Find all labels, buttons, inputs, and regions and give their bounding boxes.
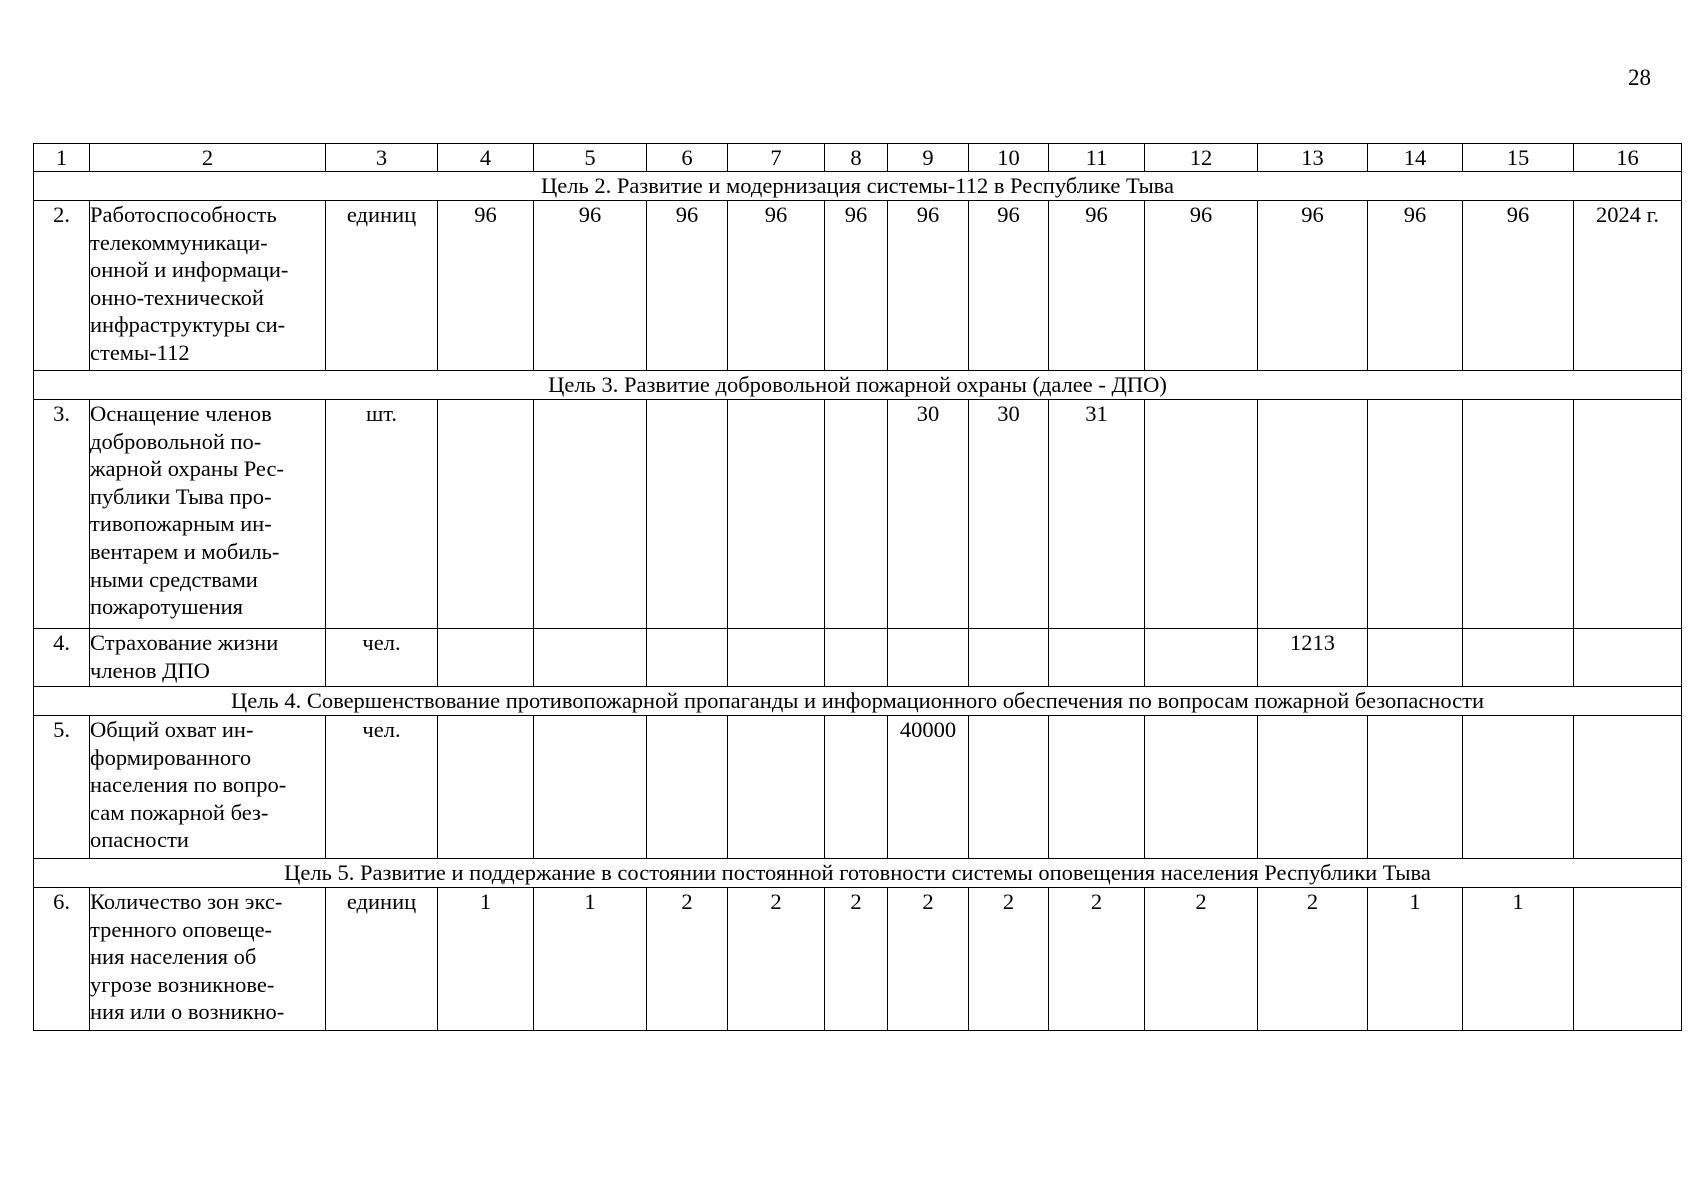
- indicator-name-line: тренного оповеще-: [90, 916, 273, 942]
- value-cell: [825, 629, 888, 687]
- indicator-name-line: Общий охват ин-: [90, 717, 254, 742]
- indicator-name: [90, 629, 326, 687]
- value-cell: 2: [728, 888, 825, 1031]
- unit-of-measure: единиц: [326, 888, 438, 1031]
- value-cell: 1: [1463, 888, 1574, 1031]
- column-number-cell: 8: [825, 144, 888, 172]
- unit-of-measure: чел.: [326, 629, 438, 687]
- indicator-name: [90, 201, 326, 371]
- indicator-name-line: сам пожарной без-: [90, 799, 269, 825]
- indicator-name-line: инфраструктуры си-: [90, 312, 286, 338]
- value-cell: [438, 629, 534, 687]
- goal-row: [34, 371, 1682, 400]
- column-number-cell: 6: [647, 144, 728, 172]
- indicators-table: [33, 143, 1682, 1031]
- value-cell: 2024 г.: [1574, 201, 1682, 371]
- value-cell: 2: [647, 888, 728, 1031]
- value-cell: [1145, 400, 1258, 629]
- indicator-row: [34, 201, 1682, 371]
- indicator-name: [90, 400, 326, 629]
- indicator-name-line: угрозе возникнове-: [90, 971, 275, 997]
- value-cell: [1049, 629, 1145, 687]
- goal-row: [34, 172, 1682, 201]
- value-cell: 96: [1463, 201, 1574, 371]
- indicator-row: [34, 629, 1682, 687]
- indicator-name-line: публики Тыва про-: [90, 483, 272, 509]
- value-cell: 2: [1258, 888, 1368, 1031]
- value-cell: [1463, 716, 1574, 859]
- value-cell: [728, 629, 825, 687]
- value-cell: 1: [1368, 888, 1463, 1031]
- indicator-name-line: онной и информаци-: [90, 257, 289, 283]
- value-cell: [534, 629, 647, 687]
- value-cell: [1258, 400, 1368, 629]
- value-cell: 2: [1049, 888, 1145, 1031]
- value-cell: [825, 716, 888, 859]
- indicator-name-line: телекоммуникаци-: [90, 229, 268, 255]
- row-number: 4.: [34, 629, 90, 687]
- indicator-name-line: вентарем и мобиль-: [90, 538, 280, 564]
- indicator-name-line: ными средствами: [90, 566, 258, 592]
- indicator-name-line: стемы-112: [90, 339, 190, 365]
- indicator-name-line: тивопожарным ин-: [90, 511, 272, 537]
- indicator-name-line: Страхование жизни: [90, 630, 279, 655]
- row-number: 5.: [34, 716, 90, 859]
- value-cell: [438, 716, 534, 859]
- value-cell: [1463, 400, 1574, 629]
- value-cell: [728, 400, 825, 629]
- goal-heading: Цель 2. Развитие и модернизация системы-112 в Республике Тыва: [34, 172, 1682, 201]
- value-cell: 2: [1145, 888, 1258, 1031]
- indicator-name-line: пожаротушения: [90, 594, 243, 620]
- value-cell: 1: [534, 888, 647, 1031]
- value-cell: [1463, 629, 1574, 687]
- value-cell: 96: [825, 201, 888, 371]
- column-number-cell: 4: [438, 144, 534, 172]
- value-cell: 2: [969, 888, 1049, 1031]
- value-cell: [1145, 716, 1258, 859]
- value-cell: [647, 716, 728, 859]
- goal-heading: Цель 3. Развитие добровольной пожарной охраны (далее - ДПО): [34, 371, 1682, 400]
- value-cell: 96: [888, 201, 969, 371]
- value-cell: [969, 629, 1049, 687]
- value-cell: 96: [1368, 201, 1463, 371]
- column-number-cell: 3: [326, 144, 438, 172]
- column-number-cell: 11: [1049, 144, 1145, 172]
- column-number-cell: 1: [34, 144, 90, 172]
- value-cell: 96: [1145, 201, 1258, 371]
- value-cell: 96: [647, 201, 728, 371]
- value-cell: [534, 400, 647, 629]
- column-number-cell: 2: [90, 144, 326, 172]
- indicator-name-line: опасности: [90, 827, 189, 853]
- goal-heading: Цель 5. Развитие и поддержание в состоянии постоянной готовности системы оповещения населения Республики Тыва: [34, 859, 1682, 888]
- indicator-row: [34, 888, 1682, 1031]
- value-cell: 96: [969, 201, 1049, 371]
- indicator-name-line: Работоспособность: [90, 202, 277, 227]
- indicator-name-line: добровольной по-: [90, 428, 262, 454]
- column-number-cell: 14: [1368, 144, 1463, 172]
- value-cell: 96: [1049, 201, 1145, 371]
- column-number-row: [34, 144, 1682, 172]
- value-cell: [1258, 716, 1368, 859]
- value-cell: 96: [1258, 201, 1368, 371]
- indicator-name-line: формированного: [90, 744, 252, 770]
- value-cell: 96: [438, 201, 534, 371]
- indicator-name: [90, 888, 326, 1031]
- column-number-cell: 12: [1145, 144, 1258, 172]
- value-cell: [1574, 716, 1682, 859]
- column-number-cell: 16: [1574, 144, 1682, 172]
- column-number-cell: 7: [728, 144, 825, 172]
- unit-of-measure: единиц: [326, 201, 438, 371]
- value-cell: [888, 629, 969, 687]
- column-number-cell: 15: [1463, 144, 1574, 172]
- column-number-cell: 13: [1258, 144, 1368, 172]
- row-number: 2.: [34, 201, 90, 371]
- value-cell: [1368, 716, 1463, 859]
- indicator-row: [34, 716, 1682, 859]
- goal-row: [34, 859, 1682, 888]
- indicator-name-line: Количество зон экс-: [90, 889, 283, 914]
- value-cell: [728, 716, 825, 859]
- value-cell: 96: [534, 201, 647, 371]
- unit-of-measure: чел.: [326, 716, 438, 859]
- value-cell: 1213: [1258, 629, 1368, 687]
- value-cell: [1574, 629, 1682, 687]
- value-cell: 1: [438, 888, 534, 1031]
- column-number-cell: 9: [888, 144, 969, 172]
- indicator-name-line: онно-технической: [90, 284, 264, 310]
- value-cell: [969, 716, 1049, 859]
- value-cell: [1574, 400, 1682, 629]
- indicator-name-line: ния или о возникно-: [90, 999, 285, 1025]
- value-cell: 31: [1049, 400, 1145, 629]
- indicator-name-line: членов ДПО: [90, 657, 210, 683]
- unit-of-measure: шт.: [326, 400, 438, 629]
- column-number-cell: 5: [534, 144, 647, 172]
- page-number: 28: [1628, 65, 1651, 90]
- goal-row: [34, 687, 1682, 716]
- indicator-name-line: Оснащение членов: [90, 401, 272, 426]
- indicator-name-line: ния населения об: [90, 944, 257, 970]
- value-cell: 40000: [888, 716, 969, 859]
- value-cell: [647, 629, 728, 687]
- indicator-name-line: жарной охраны Рес-: [90, 456, 284, 482]
- indicator-name-line: населения по вопро-: [90, 772, 287, 798]
- value-cell: [1368, 400, 1463, 629]
- table-body: [34, 144, 1682, 1031]
- indicator-row: [34, 400, 1682, 629]
- row-number: 3.: [34, 400, 90, 629]
- value-cell: [1368, 629, 1463, 687]
- value-cell: [534, 716, 647, 859]
- value-cell: 2: [888, 888, 969, 1031]
- value-cell: [825, 400, 888, 629]
- value-cell: [438, 400, 534, 629]
- value-cell: [647, 400, 728, 629]
- value-cell: 30: [888, 400, 969, 629]
- value-cell: 2: [825, 888, 888, 1031]
- value-cell: 30: [969, 400, 1049, 629]
- value-cell: 96: [728, 201, 825, 371]
- value-cell: [1574, 888, 1682, 1031]
- value-cell: [1049, 716, 1145, 859]
- row-number: 6.: [34, 888, 90, 1031]
- goal-heading: Цель 4. Совершенствование противопожарной пропаганды и информационного обеспечения по вопросам пожарной безопасности: [34, 687, 1682, 716]
- column-number-cell: 10: [969, 144, 1049, 172]
- indicator-name: [90, 716, 326, 859]
- value-cell: [1145, 629, 1258, 687]
